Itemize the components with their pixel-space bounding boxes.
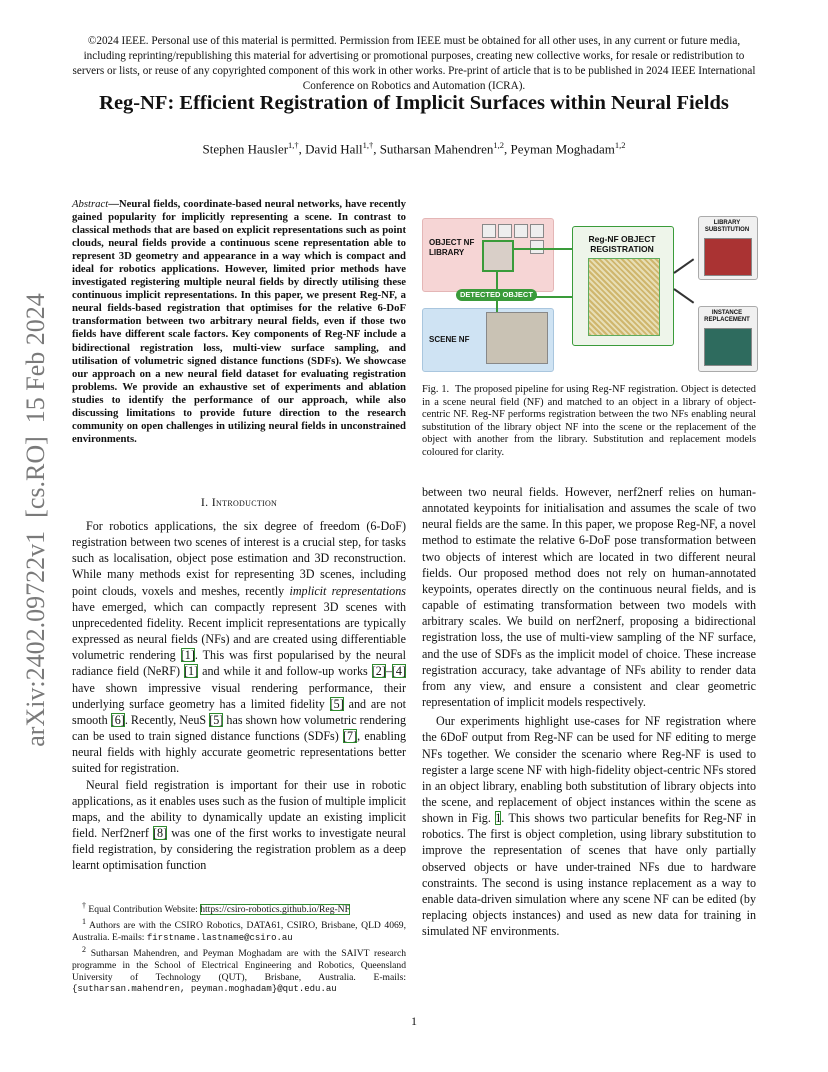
detected-object-badge: DETECTED OBJECT (456, 289, 537, 301)
paragraph: Our experiments highlight use-cases for NF registration where the 6DoF output from Reg-NF can be used for NF editing to merge NFs together. We consider the scenario where Reg-NF is used to register a large scene NF with high-fidelity object-centric NFs stored in an object library, enabling both substitution of library objects into the scene, and replacement of object instances within the scene as shown in Fig. 1. This shows two particular benefits for Reg-NF in robotics. The first is object completion, using library substitution to improve the representation of scenes that have only partially observed objects or have under-trained NFs due to hardware constraints. The second is using instance replacement as a way to enable data-driven simulation where any scene NF can be edited (by replacing objects instances) and used as new data for training in simulated NF environments. (422, 714, 757, 939)
pipeline-figure (422, 212, 762, 372)
intro-right-column (422, 484, 756, 939)
author-affiliation: 1,† (288, 140, 299, 150)
intro-left-column (72, 518, 406, 873)
abstract-dash: — (108, 198, 119, 210)
author-affiliation: 1,2 (493, 140, 505, 150)
website-link[interactable]: https://csiro-robotics.github.io/Reg-NF (200, 904, 350, 916)
replacement-render (704, 328, 752, 366)
paragraph: between two neural fields. However, nerf2nerf relies on human-annotated keypoints for initialisation and assumes the scale of two neural fields are the same. In this paper, we propose Reg-NF, a novel method to estimate the relative 6-DoF pose transformation between two objects of interest which are located in two different neural fields. Our proposed method does not rely on human-annotated keypoints, operates directly on the continuous neural fields, and is capable of estimating transformation between two models with arbitrary scales. We build on nerf2nerf, proposing a bidirectional registration loss, the use of multi-view sampling of the NF surface, and the use of SDFs as the implicit model of choice. These increase registration accuracy, take advantage of NFs ability to render data from any view, and ensure a consistent and clear geometric representation of implicit models respectively. (422, 485, 756, 710)
section-title: Introduction (211, 495, 278, 509)
figure-ref-link[interactable]: 1 (495, 811, 502, 826)
scene-render (486, 312, 548, 364)
citation-link[interactable]: [1] (184, 664, 199, 679)
author-list: Stephen Hausler$^{1,\dagger}$, David Hall$^{1,\dagger}$, Sutharsan Mahendren$^{1,2}$, Peyman Moghadam$^{1,2}$ (202, 140, 626, 157)
author: David Hall (305, 141, 363, 157)
author-affiliation: 1,2 (614, 140, 626, 150)
email: {sutharsan.mahendren, peyman.moghadam}@qut.edu.au (72, 984, 337, 995)
author: Stephen Hausler (202, 141, 289, 157)
citation-link[interactable]: [7] (343, 729, 358, 744)
library-thumb (514, 224, 528, 238)
citation-link[interactable]: [1] (180, 648, 195, 663)
library-thumb (530, 224, 544, 238)
library-substitution-label: LIBRARY SUBSTITUTION (704, 220, 750, 233)
scene-nf-label: SCENE NF (429, 335, 470, 344)
arxiv-stamp-text: arXiv:2402.09722v1 [cs.RO] 15 Feb 2024 (21, 293, 50, 747)
author: Peyman Moghadam (510, 141, 615, 157)
arrow-up (673, 258, 694, 273)
citation-link[interactable]: [4] (391, 664, 406, 679)
copyright-notice: ©2024 IEEE. Personal use of this material is permitted. Permission from IEEE must be obtained for all other uses, in any current or future media, including reprinting/republishing this material for advertising or promotional purposes, creating new collective works, for resale or redistribution to servers or lists, or reuse of any copyrighted component of this work in other works. Pre-print of article that is to be published in 2024 IEEE International Conference on Robotics and Automation (ICRA). (72, 35, 756, 92)
citation-link[interactable]: [8] (153, 825, 168, 840)
footnotes (72, 900, 406, 996)
abstract-text: Neural fields, coordinate-based neural networks, have recently gained popularity for implicitly representing a scene. In contrast to classical methods that are based on explicit representations such as point clouds, neural fields provide a continuous scene representation able to represent 3D geometry and appearance in a way which is compact and ideal for robotics applications. However, limited prior methods have investigated registering multiple neural fields by directly utilising these continuous implicit representations. In this paper, we present Reg-NF, a neural fields-based registration that optimises for the relative 6-DoF transformation between two arbitrary neural fields, even if those two fields have different scale factors. Key components of Reg-NF include a bidirectional registration loss, multi-view surface sampling, and utilisation of volumetric signed distance functions (SDFs). We showcase our approach on a new neural field dataset for evaluating registration problems. We provide an exhaustive set of experiments and ablation studies to identify the performance of our approach, while also discussing limitations to provide future direction to the research community on open challenges in utilizing neural fields in unconstrained environments. (72, 198, 406, 445)
author: Sutharsan Mahendren (379, 141, 494, 157)
instance-replacement-label: INSTANCE REPLACEMENT (704, 310, 750, 323)
regnf-pointcloud (588, 258, 660, 336)
citation-link[interactable]: [6] (110, 712, 125, 727)
object-library-label: OBJECT NF LIBRARY (429, 238, 475, 257)
caption-text: The proposed pipeline for using Reg-NF registration. Object is detected in a scene neural field (NF) and matched to an object in a library of object-centric NF. Reg-NF performs registration between the two NFs enabling neural substitution of the library object NF into the scene or the replacement of the object with another from the library. Substitution and replacement models coloured for clarity. (422, 384, 756, 458)
substitution-render (704, 238, 752, 276)
citation-link[interactable]: [5] (329, 696, 344, 711)
arxiv-stamp (18, 270, 54, 770)
library-thumb (482, 224, 496, 238)
footnote: $^2$ Sutharsan Mahendren, and Peyman Moghadam are with the SAIVT research programme in the School of Electrical Engineering and Robotics, Queensland University of Technology (QUT), Brisbane, Australia. E-mails: {sutharsan.mahendren, peyman.moghadam}@qut.edu.au (72, 945, 406, 995)
caption-label: Fig. 1. (422, 384, 450, 395)
paragraph: Neural field registration is important for their use in robotic applications, as it enables uses such as the fusion of multiple implicit maps, and the ability to dynamically update an existing implicit field. Nerf2nerf [8] was one of the first works to investigate neural field registration, by considering the registration problem as a deep learnt optimisation function (72, 777, 406, 873)
paper-title: Reg-NF: Efficient Registration of Implicit Surfaces within Neural Fields (99, 92, 729, 114)
citation-link[interactable]: [2] (371, 664, 386, 679)
footnote: † Equal Contribution Website: https://csiro-robotics.github.io/Reg-NF (82, 901, 350, 916)
section-heading (72, 495, 406, 510)
abstract-label: Abstract (72, 198, 109, 210)
paragraph: For robotics applications, the six degree of freedom (6-DoF) registration between two scenes of interest is a crucial step, for tasks such as localisation, object pose estimation and 3D reconstruction. While many methods exist for representing 3D scenes, including point clouds, voxels and meshes, recently implicit representations have emerged, which can compactly represent 3D scenes with unprecedented fidelity. Recent implicit representations are typically expressed as neural fields (NFs) and are created using differentiable volumetric rendering [1]. This was first popularised by the neural radiance field (NeRF) [1] and while it and follow-up works [2]–[4] have shown impressive visual rendering performance, their underlying surface geometry has a limited fidelity [5] and are not smooth [6]. Recently, NeuS [5] has shown how volumetric rendering can be used to train signed distance functions (SDFs) [7], enabling neural fields with highly accurate geometric representations better suited for registration. (72, 519, 406, 776)
library-thumb (498, 224, 512, 238)
selected-chair-thumb (482, 240, 514, 272)
arrow-down (673, 288, 694, 303)
library-thumb (530, 240, 544, 254)
citation-link[interactable]: [5] (209, 712, 224, 727)
regnf-label: Reg-NF OBJECT REGISTRATION (588, 234, 656, 254)
email: firstname.lastname@csiro.au (146, 932, 293, 943)
section-number: I. (200, 495, 209, 509)
page-number: 1 (411, 1014, 417, 1028)
abstract (72, 198, 406, 446)
connector-line (512, 248, 578, 250)
footnote: $^1$ Authors are with the CSIRO Robotics, DATA61, CSIRO, Brisbane, QLD 4069, Australia. E-mails: firstname.lastname@csiro.au (72, 916, 406, 943)
author-affiliation: 1,† (362, 140, 374, 150)
figure-caption (422, 384, 756, 460)
